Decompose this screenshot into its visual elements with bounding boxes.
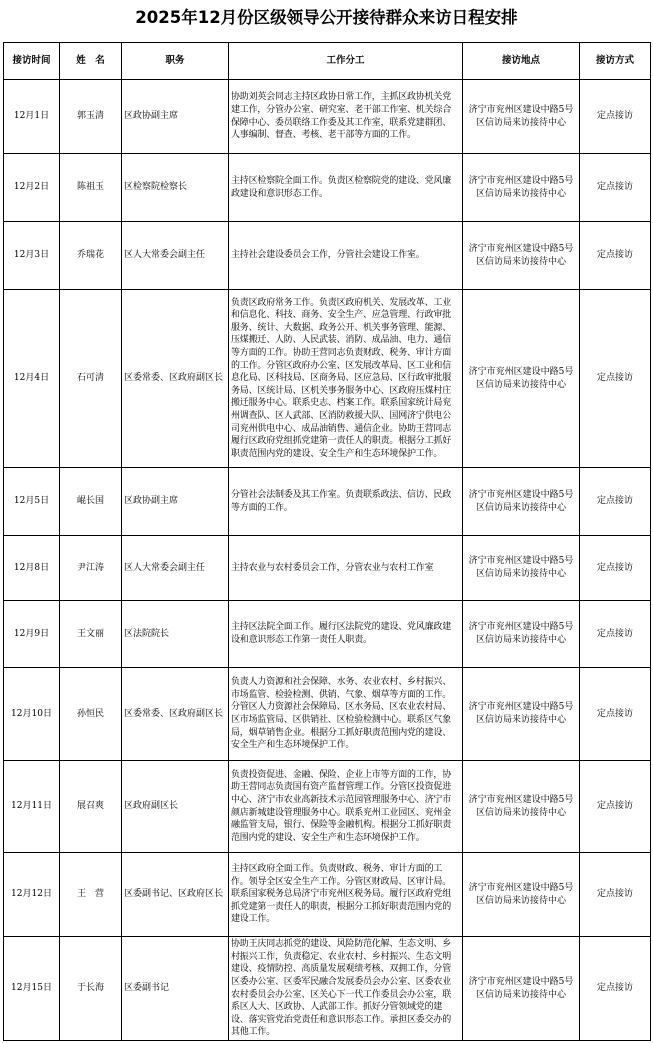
cell-place: 济宁市兖州区建设中路5号区信访局来访接待中心 [463,668,580,761]
cell-name: 崐长国 [60,468,122,536]
header-method: 接访方式 [580,43,651,80]
header-date: 接访时间 [4,43,60,80]
cell-name: 郭玉清 [60,80,122,154]
cell-name: 陈祖玉 [60,154,122,222]
cell-position: 区委常委、区政府副区长 [122,290,229,468]
table-row [4,290,651,468]
cell-position: 区委常委、区政府副区长 [122,668,229,761]
schedule-table [3,42,651,1041]
cell-duty: 协助王庆同志抓党的建设、风险防范化解、生态文明、乡村振兴工作，负责稳定、农业农村、乡村振兴、生态文明建设、疫情防控、高质量发展观绩考核、双拥工作，分管区委办公室、区委军民融合发展委员会办公室、区委农业农村委员会办公室、区关心下一代工作委员会办公室，联系区人大、区政协、人武部工作。抓好分管领域党的建设、落实管党治党责任和意识形态工作。承担区委交办的其他工作。 [229,937,463,1041]
table-header-row [4,43,651,80]
cell-method: 定点接访 [580,154,651,222]
table-row [4,761,651,853]
table-row [4,536,651,601]
cell-name: 石可清 [60,290,122,468]
cell-date: 12月12日 [4,853,60,937]
table-row [4,668,651,761]
cell-duty: 主持农业与农村委员会工作，分管农业与农村工作室 [229,536,463,601]
cell-duty: 主持区法院全面工作。履行区法院党的建设、党风廉政建设和意识形态工作第一责任人职责。 [229,601,463,668]
cell-position: 区人大常委会副主任 [122,536,229,601]
cell-method: 定点接访 [580,853,651,937]
cell-name: 展召爽 [60,761,122,853]
cell-name: 孙恒民 [60,668,122,761]
header-position: 职务 [122,43,229,80]
cell-position: 区政府副区长 [122,761,229,853]
cell-place: 济宁市兖州区建设中路5号区信访局来访接待中心 [463,222,580,290]
cell-position: 区委副书记、区政府区长 [122,853,229,937]
cell-position: 区检察院检察长 [122,154,229,222]
cell-place: 济宁市兖州区建设中路5号区信访局来访接待中心 [463,937,580,1041]
cell-duty: 负责投资促进、金融、保险、企业上市等方面的工作，协助王营同志负责国有资产监督管理工作。分管区投资促进中心、济宁市农业高新技术示范园管理服务中心、济宁市颜店新城建设管理服务中心。联系兖州工业园区、兖州金融监管支局，银行、保险等金融机构。根据分工抓好职责范围内党的建设、安全生产和生态环境保护工作。 [229,761,463,853]
cell-duty: 主持区检察院全面工作。负责区检察院党的建设、党风廉政建设和意识形态工作。 [229,154,463,222]
cell-method: 定点接访 [580,668,651,761]
cell-position: 区政协副主席 [122,80,229,154]
cell-date: 12月9日 [4,601,60,668]
cell-name: 尹江涛 [60,536,122,601]
cell-place: 济宁市兖州区建设中路5号区信访局来访接待中心 [463,290,580,468]
cell-date: 12月11日 [4,761,60,853]
cell-date: 12月8日 [4,536,60,601]
header-duty: 工作分工 [229,43,463,80]
cell-place: 济宁市兖州区建设中路5号区信访局来访接待中心 [463,80,580,154]
table-row [4,80,651,154]
cell-date: 12月2日 [4,154,60,222]
cell-place: 济宁市兖州区建设中路5号区信访局来访接待中心 [463,154,580,222]
table-row [4,154,651,222]
header-place: 接访地点 [463,43,580,80]
page-title: 2025年12月份区级领导公开接待群众来访日程安排 [135,8,518,27]
cell-position: 区委副书记 [122,937,229,1041]
cell-date: 12月5日 [4,468,60,536]
cell-position: 区人大常委会副主任 [122,222,229,290]
cell-name: 乔瑞花 [60,222,122,290]
cell-name: 王文丽 [60,601,122,668]
table-row [4,468,651,536]
cell-method: 定点接访 [580,761,651,853]
cell-duty: 主持区政府全面工作。负责财政、税务、审计方面的工作。领导全区安全生产工作。分管区财政局、区审计局。联系国家税务总局济宁市兖州区税务局。履行区政府党组抓党建第一责任人的职责，根据分工抓好职责范围内党的建设工作。 [229,853,463,937]
cell-position: 区法院院长 [122,601,229,668]
cell-duty: 协助刘英会同志主持区政协日常工作，主抓区政协机关党建工作，分管办公室、研究室、老干部工作室、机关综合保障中心、委员联络工作委及其工作室，联系党建群团、人事编制、督查、考核、老干部等方面的工作。 [229,80,463,154]
cell-date: 12月1日 [4,80,60,154]
cell-name: 王 营 [60,853,122,937]
cell-place: 济宁市兖州区建设中路5号区信访局来访接待中心 [463,853,580,937]
cell-date: 12月3日 [4,222,60,290]
cell-method: 定点接访 [580,290,651,468]
cell-date: 12月10日 [4,668,60,761]
cell-duty: 主持社会建设委员会工作，分管社会建设工作室。 [229,222,463,290]
cell-method: 定点接访 [580,222,651,290]
header-name: 姓 名 [60,43,122,80]
cell-duty: 分管社会法制委及其工作室。负责联系政法、信访、民政等方面的工作。 [229,468,463,536]
table-row [4,853,651,937]
cell-position: 区政协副主席 [122,468,229,536]
cell-method: 定点接访 [580,468,651,536]
cell-method: 定点接访 [580,937,651,1041]
cell-place: 济宁市兖州区建设中路5号区信访局来访接待中心 [463,601,580,668]
cell-method: 定点接访 [580,80,651,154]
cell-date: 12月15日 [4,937,60,1041]
cell-method: 定点接访 [580,536,651,601]
cell-duty: 负责区政府常务工作。负责区政府机关、发展改革、工业和信息化、科技、商务、安全生产、应急管理、行政审批服务、统计、大数据、政务公开、机关事务管理、能源、压煤搬迁、人防、人民武装、消防、成品油、电力、通信等方面的工作。协助王营同志负责财政、税务、审计方面的工作。分管区政府办公室、区发展改革局、区工业和信息化局、区科技局、区商务局、区应急局、区行政审批服务局、区统计局、区机关事务服务中心、区政府压煤村庄搬迁服务中心。联系史志、档案工作。联系国家统计局兖州调查队、区人武部、区消防救援大队、国网济宁供电公司兖州供电中心、成品油销售、通信企业。协助王营同志履行区政府党组抓党建第一责任人的职责。根据分工抓好职责范围内党的建设、安全生产和生态环境保护工作。 [229,290,463,468]
table-row [4,601,651,668]
cell-place: 济宁市兖州区建设中路5号区信访局来访接待中心 [463,536,580,601]
cell-method: 定点接访 [580,601,651,668]
table-row [4,937,651,1041]
cell-place: 济宁市兖州区建设中路5号区信访局来访接待中心 [463,761,580,853]
cell-date: 12月4日 [4,290,60,468]
cell-place: 济宁市兖州区建设中路5号区信访局来访接待中心 [463,468,580,536]
table-row [4,222,651,290]
cell-name: 于长海 [60,937,122,1041]
cell-duty: 负责人力资源和社会保障、水务、农业农村、乡村振兴、市场监管、检验检测、供销、气象、烟草等方面的工作。分管区人力资源社会保障局、区水务局、区农业农村局、区市场监管局、区供销社、区检验检测中心。联系区气象局，烟草销售企业。根据分工抓好职责范围内党的建设、安全生产和生态环境保护工作。 [229,668,463,761]
